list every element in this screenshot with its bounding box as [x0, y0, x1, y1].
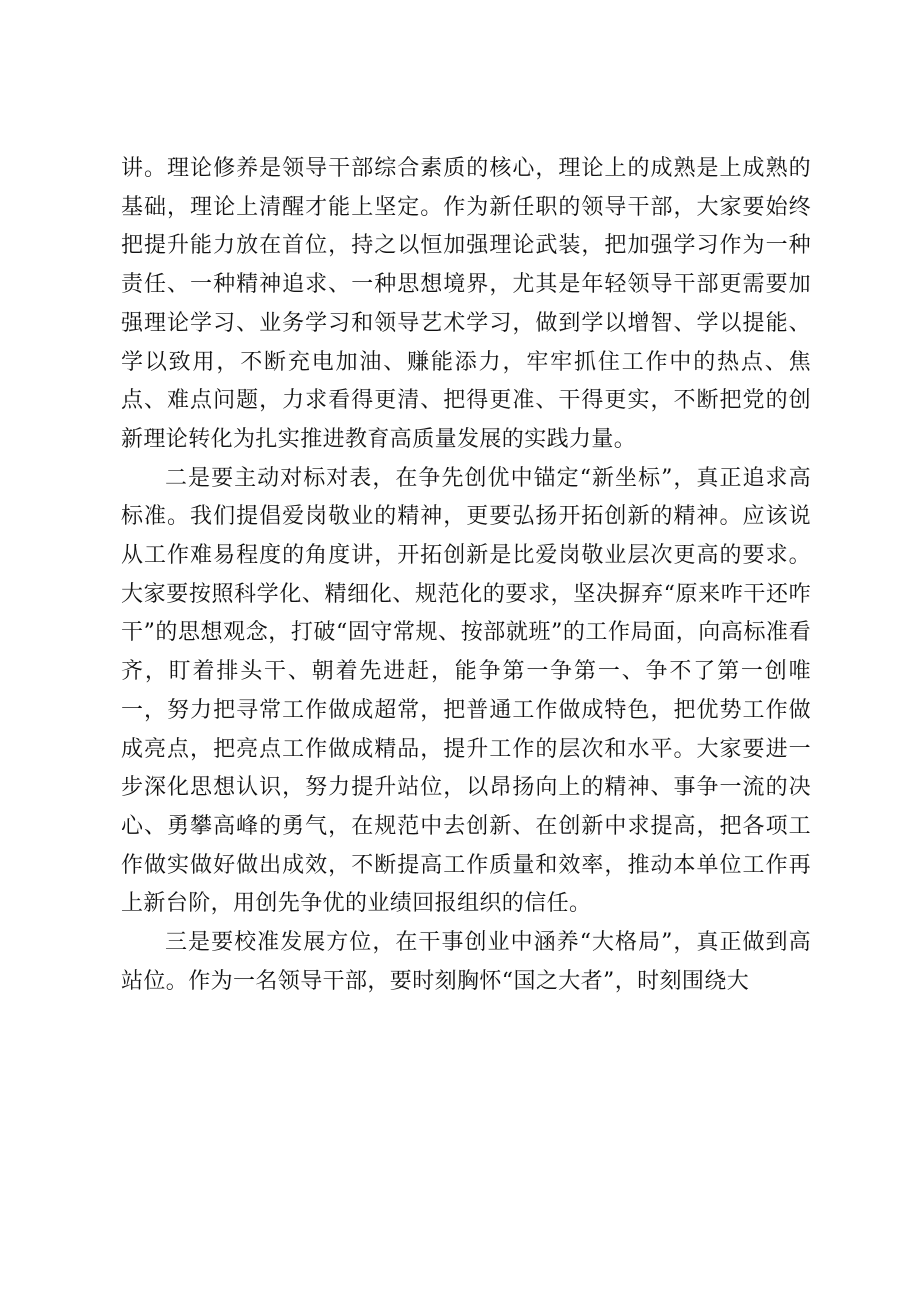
paragraph-point-two: 二是要主动对标对表，在争先创优中锚定“新坐标”，真正追求高标准。我们提倡爱岗敬业的精神，更要弘扬开拓创新的精神。应该说从工作难易程度的角度讲，开拓创新是比爱岗敬业层次更高的要求。大家要按照科学化、精细化、规范化的要求，坚决摒弃“原来咋干还咋干”的思想观念，打破“固守常规、按部就班”的工作局面，向高标准看齐，盯着排头干、朝着先进赶，能争第一争第一、争不了第一创唯一，努力把寻常工作做成超常，把普通工作做成特色，把优势工作做成亮点，把亮点工作做成精品，提升工作的层次和水平。大家要进一步深化思想认识，努力提升站位，以昂扬向上的精神、事争一流的决心、勇攀高峰的勇气，在规范中去创新、在创新中求提高，把各项工作做实做好做出成效，不断提高工作质量和效率，推动本单位工作再上新台阶，用创先争优的业绩回报组织的信任。	[121, 465, 811, 917]
body-text	[121, 150, 811, 1001]
paragraph-theory-continuation: 讲。理论修养是领导干部综合素质的核心，理论上的成熟是上成熟的基础，理论上清醒才能上坚定。作为新任职的领导干部，大家要始终把提升能力放在首位，持之以恒加强理论武装，把加强学习作为一种责任、一种精神追求、一种思想境界，尤其是年轻领导干部更需要加强理论学习、业务学习和领导艺术学习，做到学以增智、学以提能、学以致用，不断充电加油、赚能添力，牢牢抓住工作中的热点、焦点、难点问题，力求看得更清、把得更准、干得更实，不断把党的创新理论转化为扎实推进教育高质量发展的实践力量。	[121, 156, 811, 452]
paragraph-point-three: 三是要校准发展方位，在干事创业中涵养“大格局”，真正做到高站位。作为一名领导干部，要时刻胸怀“国之大者”，时刻围绕大	[121, 930, 811, 994]
